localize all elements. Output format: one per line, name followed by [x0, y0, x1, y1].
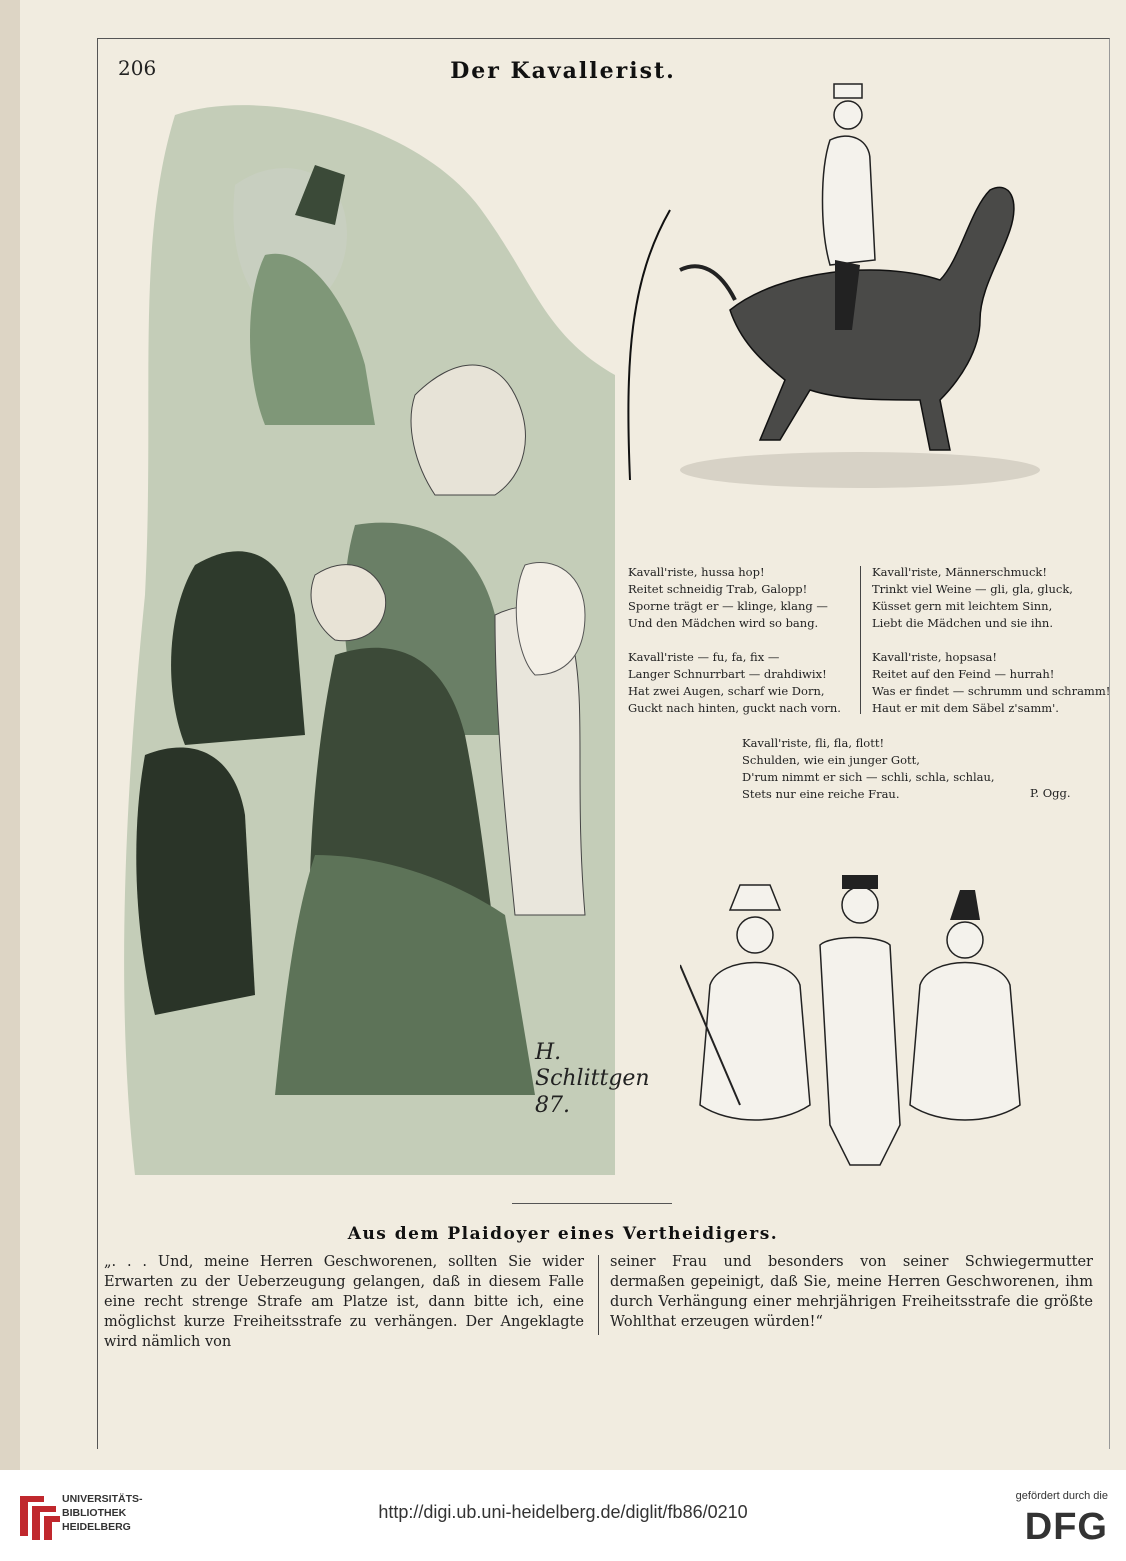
section-divider — [512, 1203, 672, 1204]
paragraph: seiner Frau und besonders von seiner Schwiegermutter dermaßen gepeinigt, daß Sie, meine Herren Geschworenen, ihm durch Verhängung einer mehrjährigen Freiheitsstrafe die größte Wohlthat erzeugen würden!“ — [610, 1254, 1093, 1330]
ladies-watching-illustration — [115, 95, 615, 1175]
section-text-left — [104, 1252, 584, 1352]
funder-caption: gefördert durch die — [1015, 1490, 1108, 1502]
poem-line: Kavall'riste, Männerschmuck! — [872, 565, 1047, 579]
poem-line: Guckt nach hinten, guckt nach vorn. — [628, 701, 841, 715]
artist-signature: H. Schlittgen 87. — [535, 1040, 650, 1118]
officer-and-two-ladies-illustration — [680, 865, 1100, 1185]
poem-line: Reitet auf den Feind — hurrah! — [872, 667, 1055, 681]
cavalry-rider-illustration — [620, 60, 1090, 490]
poem-stanza — [872, 564, 1110, 632]
poem-stanza — [872, 649, 1110, 717]
poem-line: Kavall'riste, fli, fla, flott! — [742, 736, 885, 750]
page-gutter — [0, 0, 20, 1470]
poem-stanza — [628, 649, 841, 717]
dfg-logo: DFG — [1024, 1506, 1108, 1548]
section-title: Aus dem Plaidoyer eines Vertheidigers. — [347, 1224, 779, 1244]
poem-line: Liebt die Mädchen und sie ihn. — [872, 616, 1053, 630]
poem-line: Trinkt viel Weine — gli, gla, gluck, — [872, 582, 1073, 596]
poem-right-column — [872, 564, 1110, 734]
page-number: 206 — [118, 56, 157, 80]
digitization-footer — [0, 1470, 1126, 1561]
poem-line: Küsset gern mit leichtem Sinn, — [872, 599, 1053, 613]
poem-line: Langer Schnurrbart — drahdiwix! — [628, 667, 827, 681]
poem-final-stanza — [742, 735, 995, 803]
poem-line: Kavall'riste, hopsasa! — [872, 650, 997, 664]
page-title: Der Kavallerist. — [450, 58, 676, 84]
poem-line: Sporne trägt er — klinge, klang — — [628, 599, 828, 613]
library-name-line: HEIDELBERG — [62, 1521, 131, 1533]
poem-line: D'rum nimmt er sich — schli, schla, schlau, — [742, 770, 995, 784]
paragraph: „. . . Und, meine Herren Geschworenen, sollten Sie wider Erwarten zu der Ueberzeugung gelangen, daß in diesem Falle eine recht strenge Strafe am Platze ist, dann bitte ich, eine möglichst kurze Freiheitsstrafe zu verhängen. Der Angeklagte wird nämlich von — [104, 1254, 584, 1350]
poem-line: Stets nur eine reiche Frau. — [742, 787, 900, 801]
poem-line: Und den Mädchen wird so bang. — [628, 616, 819, 630]
poem-author: P. Ogg. — [1030, 786, 1071, 800]
poem-divider — [860, 566, 861, 714]
poem-left-column — [628, 564, 841, 734]
library-name-line: UNIVERSITÄTS- — [62, 1493, 143, 1505]
poem-line: Haut er mit dem Säbel z'samm'. — [872, 701, 1059, 715]
poem-line: Was er findet — schrumm und schramm! — [872, 684, 1111, 698]
source-url-link[interactable]: http://digi.ub.uni-heidelberg.de/diglit/fb86/0210 — [378, 1502, 748, 1522]
poem-line: Kavall'riste, hussa hop! — [628, 565, 765, 579]
poem-line: Hat zwei Augen, scharf wie Dorn, — [628, 684, 825, 698]
poem-line: Schulden, wie ein junger Gott, — [742, 753, 920, 767]
column-separator — [598, 1255, 599, 1335]
poem-stanza — [628, 564, 841, 632]
poem-line: Kavall'riste — fu, fa, fix — — [628, 650, 780, 664]
library-name-line: BIBLIOTHEK — [62, 1507, 127, 1519]
section-text-right — [610, 1252, 1093, 1332]
poem-line: Reitet schneidig Trab, Galopp! — [628, 582, 808, 596]
